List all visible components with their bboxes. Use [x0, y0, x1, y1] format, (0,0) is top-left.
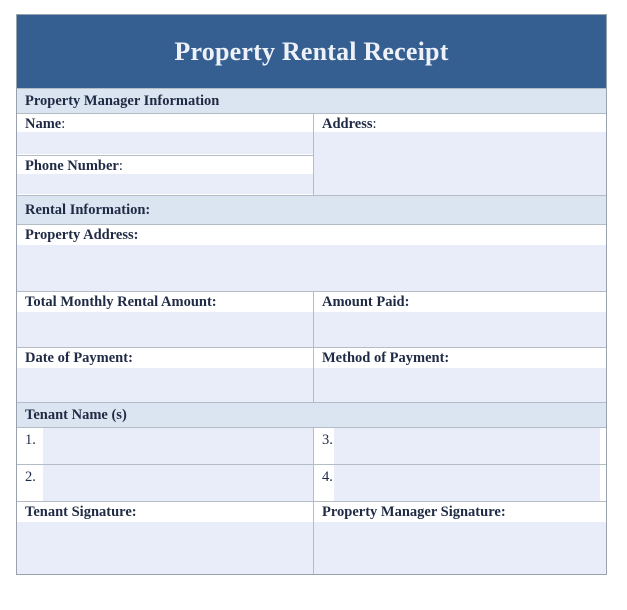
total-amount-field[interactable]: [17, 312, 313, 347]
manager-signature-field[interactable]: [314, 522, 606, 574]
tenant-slot-3: [314, 428, 606, 464]
tenant-signature-field[interactable]: [17, 522, 313, 574]
amount-paid-label: Amount Paid:: [322, 294, 410, 310]
tenant-name-4-field[interactable]: [334, 465, 600, 501]
section-manager-info: [17, 88, 606, 114]
payment-date-cell: [17, 348, 313, 402]
property-address-label: Property Address:: [25, 227, 139, 243]
tenant-name-2-field[interactable]: [43, 465, 313, 501]
manager-signature-label: Property Manager Signature:: [322, 504, 506, 520]
manager-address-label: Address:: [322, 116, 377, 132]
tenant-signature-label: Tenant Signature:: [25, 504, 137, 520]
tenant-slot-1: [17, 428, 313, 464]
section-manager-heading: Property Manager Information: [25, 93, 220, 109]
manager-name-field[interactable]: [17, 132, 313, 154]
total-amount-cell: [17, 292, 313, 347]
tenant-slot-2-number: 2.: [25, 469, 36, 485]
payment-method-cell: [314, 348, 606, 402]
total-amount-label: Total Monthly Rental Amount:: [25, 294, 217, 310]
section-tenant-names: [17, 402, 606, 428]
tenant-slot-4-number: 4.: [322, 469, 333, 485]
manager-name-cell: [17, 114, 313, 154]
tenant-signature-cell: [17, 502, 313, 574]
property-address-field[interactable]: [17, 245, 606, 291]
payment-method-label: Method of Payment:: [322, 350, 450, 366]
section-rental-heading: Rental Information:: [25, 202, 151, 218]
manager-phone-field[interactable]: [17, 174, 313, 194]
manager-phone-cell: [17, 156, 313, 195]
manager-signature-cell: [314, 502, 606, 574]
property-address-cell: [17, 225, 606, 291]
payment-method-field[interactable]: [314, 368, 606, 402]
section-tenant-heading: Tenant Name (s): [25, 407, 127, 423]
tenant-slot-4: [314, 465, 606, 501]
amount-paid-field[interactable]: [314, 312, 606, 347]
tenant-slot-3-number: 3.: [322, 432, 333, 448]
tenant-name-1-field[interactable]: [43, 428, 313, 464]
tenant-slot-1-number: 1.: [25, 432, 36, 448]
tenant-slot-2: [17, 465, 313, 501]
manager-name-label: Name:: [25, 116, 66, 132]
payment-date-field[interactable]: [17, 368, 313, 402]
manager-address-cell: [314, 114, 606, 195]
page-title: Property Rental Receipt: [174, 36, 449, 66]
section-rental-info: [17, 195, 606, 225]
title-banner: [17, 15, 606, 88]
manager-address-field[interactable]: [314, 132, 606, 195]
payment-date-label: Date of Payment:: [25, 350, 133, 366]
receipt-form: [16, 14, 607, 575]
tenant-name-3-field[interactable]: [334, 428, 600, 464]
manager-phone-label: Phone Number:: [25, 158, 123, 174]
amount-paid-cell: [314, 292, 606, 347]
